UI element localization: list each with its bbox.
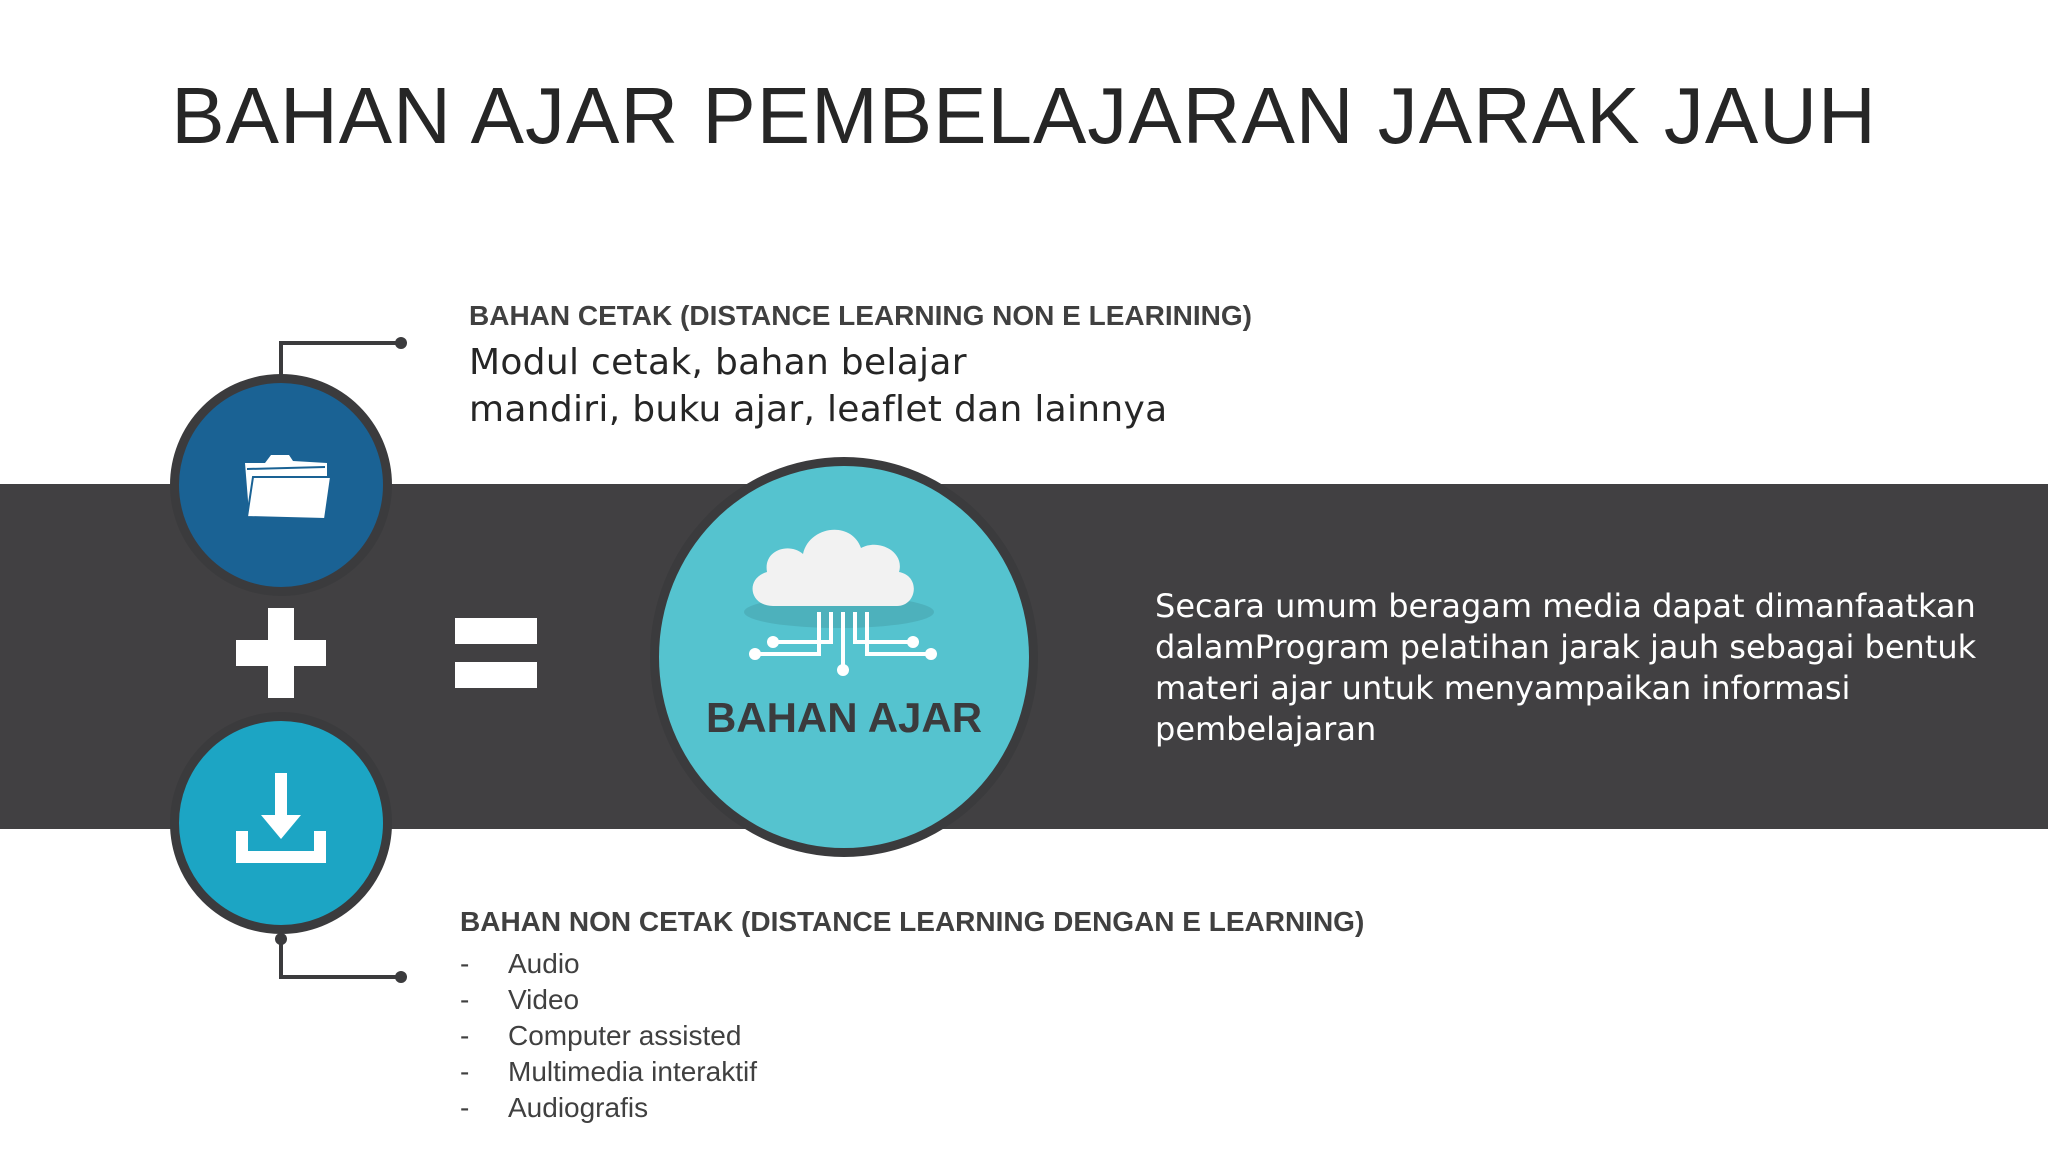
list-item-label: Video: [508, 984, 580, 1015]
top-connector: [281, 343, 401, 380]
bottom-connector-dot: [275, 933, 287, 945]
non-print-heading: BAHAN NON CETAK (DISTANCE LEARNING DENGAN E LEARNING): [460, 906, 1365, 937]
list-item-label: Computer assisted: [508, 1020, 742, 1051]
main-material-circle: [650, 457, 1038, 857]
bottom-connector: [281, 939, 401, 977]
description-line-1: Secara umum beragam media dapat dimanfaatkan: [1155, 587, 1976, 625]
list-item-label: Audiografis: [508, 1092, 649, 1123]
equals-icon: [455, 618, 537, 688]
list-item-label: Audio: [508, 948, 580, 979]
description-line-3: materi ajar untuk menyampaikan informasi: [1155, 669, 1851, 707]
plus-icon: [236, 608, 326, 698]
description: [1155, 586, 1975, 750]
list-item: [460, 982, 757, 1018]
folder-icon: [179, 383, 383, 587]
non-print-material-circle: [170, 712, 392, 934]
description-line-4: pembelajaran: [1155, 710, 1377, 748]
list-item: [460, 1054, 757, 1090]
top-connector-dot: [395, 337, 407, 349]
non-print-list: [460, 946, 757, 1126]
list-dash: -: [460, 1092, 470, 1123]
list-item: [460, 946, 757, 982]
description-line-2: dalamProgram pelatihan jarak jauh sebagai bentuk: [1155, 628, 1977, 666]
list-dash: -: [460, 1020, 470, 1051]
list-item-label: Multimedia interaktif: [508, 1056, 757, 1087]
download-icon: [179, 721, 383, 925]
list-dash: -: [460, 984, 470, 1015]
print-heading: BAHAN CETAK (DISTANCE LEARNING NON E LEARINING): [469, 300, 1252, 331]
print-material-circle: [170, 374, 392, 596]
list-dash: -: [460, 948, 470, 979]
list-dash: -: [460, 1056, 470, 1087]
cloud-circuit-icon: [659, 466, 1029, 848]
bottom-connector-end-dot: [395, 971, 407, 983]
list-item: [460, 1090, 757, 1126]
list-item: [460, 1018, 757, 1054]
slide-title: BAHAN AJAR PEMBELAJARAN JARAK JAUH: [171, 71, 1877, 160]
main-label: BAHAN AJAR: [705, 694, 983, 741]
print-line-1: Modul cetak, bahan belajar: [469, 342, 967, 383]
print-line-2: mandiri, buku ajar, leaflet dan lainnya: [469, 389, 1168, 430]
